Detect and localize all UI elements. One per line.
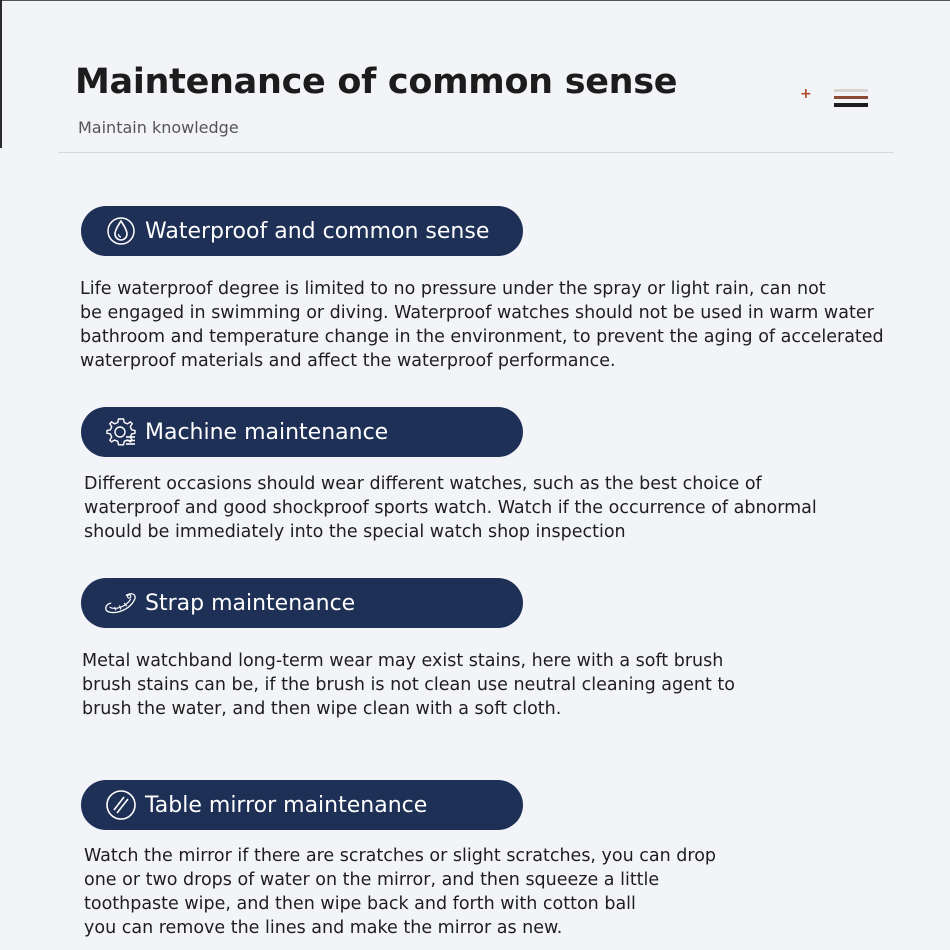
plus-icon: + (800, 86, 812, 102)
body-line: Watch the mirror if there are scratches or slight scratches, you can drop (84, 846, 717, 866)
body-line: brush stains can be, if the brush is not clean use neutral cleaning agent to (82, 675, 735, 695)
body-line: should be immediately into the special watch shop inspection (84, 522, 626, 542)
section-body-mirror (84, 844, 950, 940)
section-title: Machine maintenance (145, 419, 389, 445)
body-line: you can remove the lines and make the mirror as new. (84, 918, 563, 938)
stripe (834, 103, 868, 107)
body-line: bathroom and temperature change in the environment, to prevent the aging of accelerated (80, 327, 884, 347)
section-header-waterproof (81, 206, 523, 256)
section-title: Waterproof and common sense (145, 218, 490, 244)
top-border (0, 0, 950, 1)
section-header-mirror (81, 780, 523, 830)
section-body-machine (84, 472, 950, 544)
strap-icon (103, 585, 139, 621)
body-line: Metal watchband long-term wear may exist stains, here with a soft brush (82, 651, 724, 671)
section-body-strap (82, 649, 950, 721)
body-line: waterproof materials and affect the waterproof performance. (80, 351, 616, 371)
section-title: Table mirror maintenance (145, 792, 428, 818)
decorative-stripes-icon (800, 86, 870, 112)
body-line: one or two drops of water on the mirror, and then squeeze a little (84, 870, 660, 890)
body-line: Different occasions should wear different watches, such as the best choice of (84, 474, 762, 494)
stripe (834, 89, 868, 92)
body-line: Life waterproof degree is limited to no pressure under the spray or light rain, can not (80, 279, 826, 299)
body-line: waterproof and good shockproof sports watch. Watch if the occurrence of abnormal (84, 498, 817, 518)
section-body-waterproof (80, 277, 948, 373)
body-line: be engaged in swimming or diving. Waterproof watches should not be used in warm water (80, 303, 874, 323)
mirror-icon (103, 787, 139, 823)
left-edge-border (0, 0, 2, 148)
page-title: Maintenance of common sense (75, 62, 678, 102)
gear-icon (103, 414, 139, 450)
header-divider (58, 152, 894, 153)
stripe (834, 96, 868, 99)
body-line: brush the water, and then wipe clean with a soft cloth. (82, 699, 562, 719)
section-header-machine (81, 407, 523, 457)
section-title: Strap maintenance (145, 590, 356, 616)
body-line: toothpaste wipe, and then wipe back and forth with cotton ball (84, 894, 636, 914)
page-subtitle: Maintain knowledge (78, 118, 239, 137)
water-drop-icon (103, 213, 139, 249)
section-header-strap (81, 578, 523, 628)
